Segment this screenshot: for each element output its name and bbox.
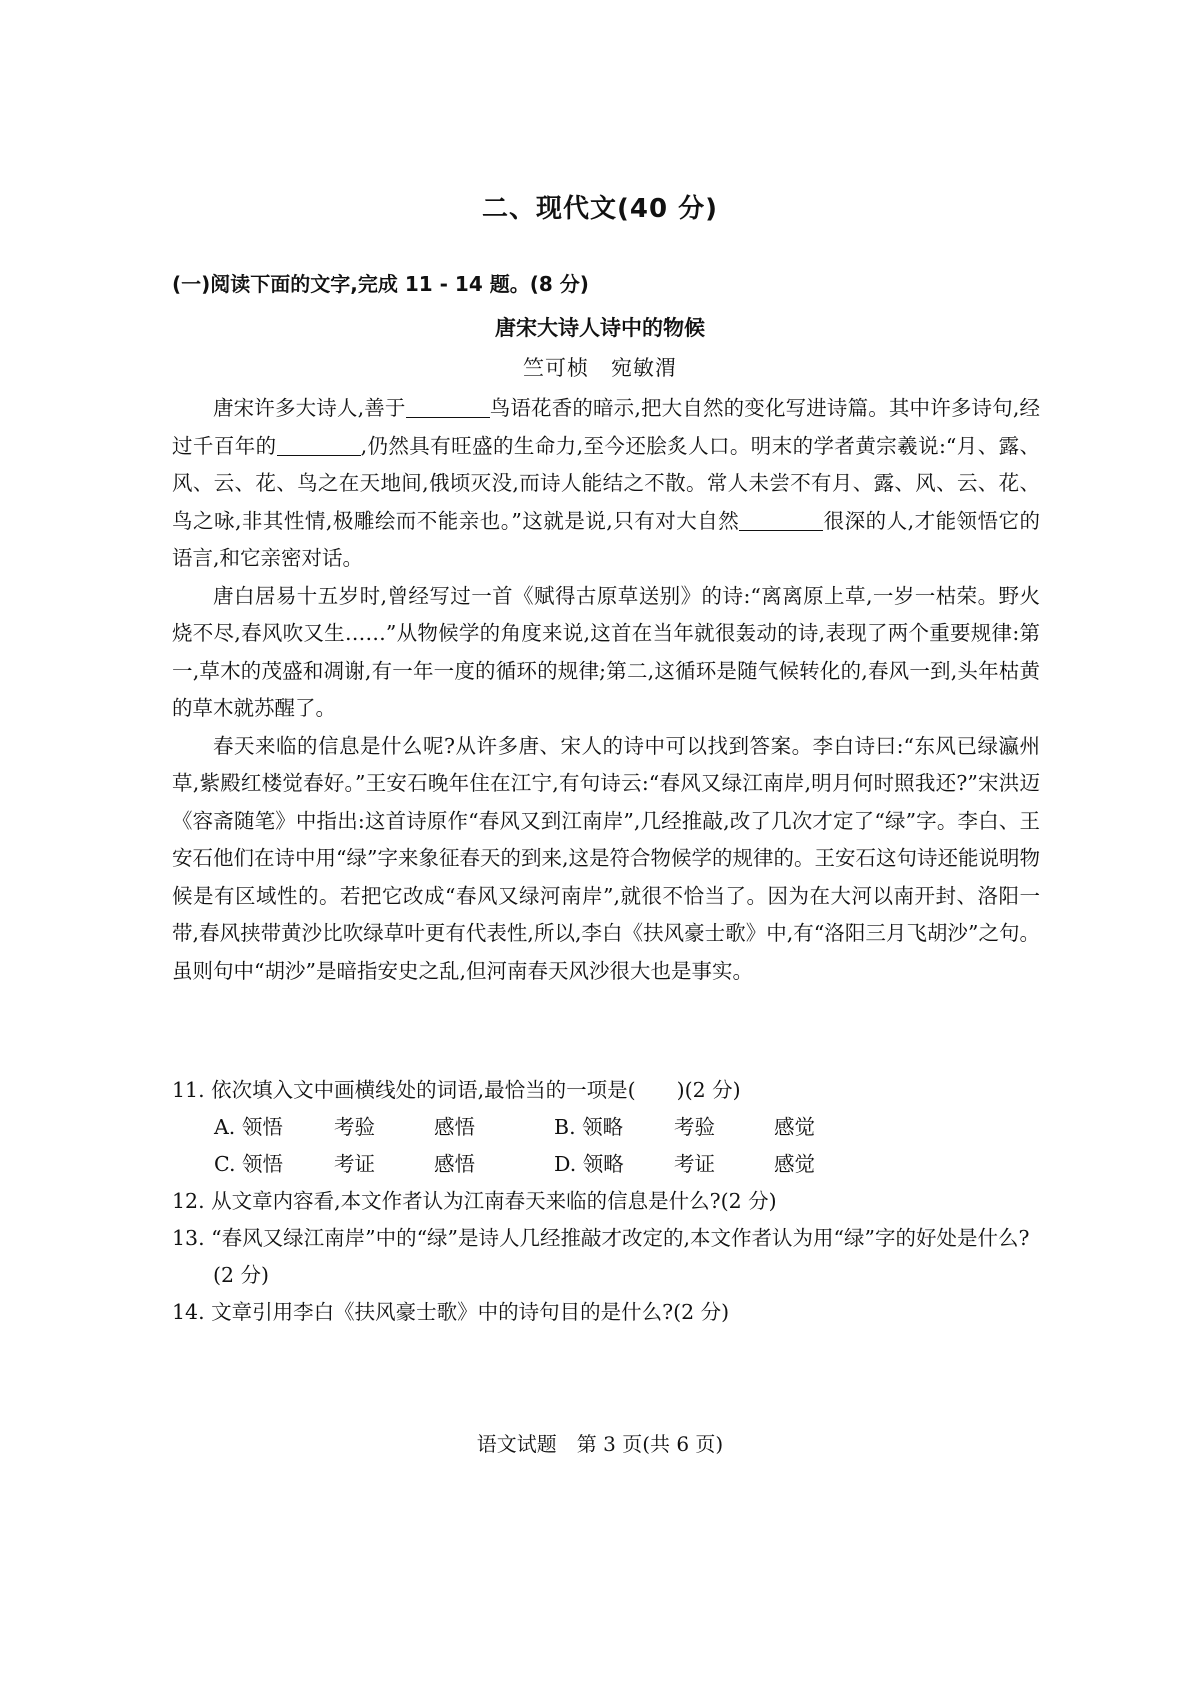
question-12: 12. 从文章内容看,本文作者认为江南春天来临的信息是什么?(2 分): [172, 1189, 777, 1213]
options-row-1: [172, 1109, 1040, 1146]
article-title: 唐宋大诗人诗中的物候: [495, 316, 705, 340]
fill-blank-1: [406, 397, 490, 419]
option-c-word-3: 感悟: [434, 1152, 475, 1176]
option-c: [214, 1146, 554, 1183]
option-a: [214, 1109, 554, 1146]
article-body: [172, 390, 1040, 990]
fill-blank-3: [739, 509, 823, 531]
option-a-word-3: 感悟: [434, 1115, 475, 1139]
option-b-word-2: 考验: [674, 1115, 715, 1139]
paragraph-1-part-c: ,仍然具有旺盛的生命力,至今还脍炙人口。明末的学者黄宗羲说:“月、露、风、云、花、鸟之在天地间,俄顷灭没,而诗人能结之不散。常人未尝不有月、露、风、云、花、鸟之咏,非其性情,极雕绘而不能亲也。”这就是说,只有对大自然: [172, 433, 1041, 533]
paragraph-3: 春天来临的信息是什么呢?从许多唐、宋人的诗中可以找到答案。李白诗曰:“东风已绿瀛州草,紫殿红楼觉春好。”王安石晚年住在江宁,有句诗云:“春风又绿江南岸,明月何时照我还?”宋洪迈《容斋随笔》中指出:这首诗原作“春风又到江南岸”,几经推敲,改了几次才定了“绿”字。李白、王安石他们在诗中用“绿”字来象征春天的到来,这是符合物候学的规律的。王安石这句诗还能说明物候是有区域性的。若把它改成“春风又绿河南岸”,就很不恰当了。因为在大河以南开封、洛阳一带,春风挟带黄沙比吹绿草叶更有代表性,所以,李白《扶风豪士歌》中,有“洛阳三月飞胡沙”之句。虽则句中“胡沙”是暗指安史之乱,但河南春天风沙很大也是事实。: [172, 733, 1040, 983]
option-b-word-1: B. 领略: [554, 1115, 624, 1139]
paragraph-1-part-d: 很深的人,才能领悟它的语言,和它亲密对话。: [172, 508, 1040, 570]
question-11: 11. 依次填入文中画横线处的词语,最恰当的一项是( )(2 分): [172, 1078, 741, 1102]
option-d-word-1: D. 领略: [554, 1152, 624, 1176]
option-c-word-1: C. 领悟: [214, 1152, 283, 1176]
option-d: [554, 1146, 894, 1183]
option-a-word-1: A. 领悟: [214, 1115, 283, 1139]
page-footer: 语文试题 第 3 页(共 6 页): [476, 1432, 724, 1456]
option-b-word-3: 感觉: [774, 1115, 815, 1139]
question-13: 13. “春风又绿江南岸”中的“绿”是诗人几经推敲才改定的,本文作者认为用“绿”字的好处是什么?(2 分): [172, 1226, 1030, 1287]
option-d-word-3: 感觉: [774, 1152, 815, 1176]
paragraph-1-part-a: 唐宋许多大诗人,善于: [213, 396, 406, 420]
section-title: 二、现代文(40 分): [482, 194, 718, 224]
question-14: 14. 文章引用李白《扶风豪士歌》中的诗句目的是什么?(2 分): [172, 1300, 730, 1324]
paragraph-2: 唐白居易十五岁时,曾经写过一首《赋得古原草送别》的诗:“离离原上草,一岁一枯荣。野火烧不尽,春风吹又生……”从物候学的角度来说,这首在当年就很轰动的诗,表现了两个重要规律:第一,草木的茂盛和凋谢,有一年一度的循环的规律;第二,这循环是随气候转化的,春风一到,头年枯黄的草木就苏醒了。: [172, 583, 1040, 720]
article-authors: 竺可桢 宛敏渭: [523, 356, 677, 380]
questions-block: [172, 1072, 1040, 1331]
option-a-word-2: 考验: [334, 1115, 375, 1139]
paragraph-1: [172, 390, 1040, 578]
paragraph-1-part-b: 鸟语花香的暗示,把大自然的变化写进诗篇。其中许多诗句,经过千百年的: [172, 396, 1040, 458]
subsection-heading: (一)阅读下面的文字,完成 11 - 14 题。(8 分): [172, 272, 589, 296]
options-row-2: [172, 1146, 1040, 1183]
option-c-word-2: 考证: [334, 1152, 375, 1176]
fill-blank-2: [277, 434, 361, 456]
option-b: [554, 1109, 894, 1146]
option-d-word-2: 考证: [674, 1152, 715, 1176]
